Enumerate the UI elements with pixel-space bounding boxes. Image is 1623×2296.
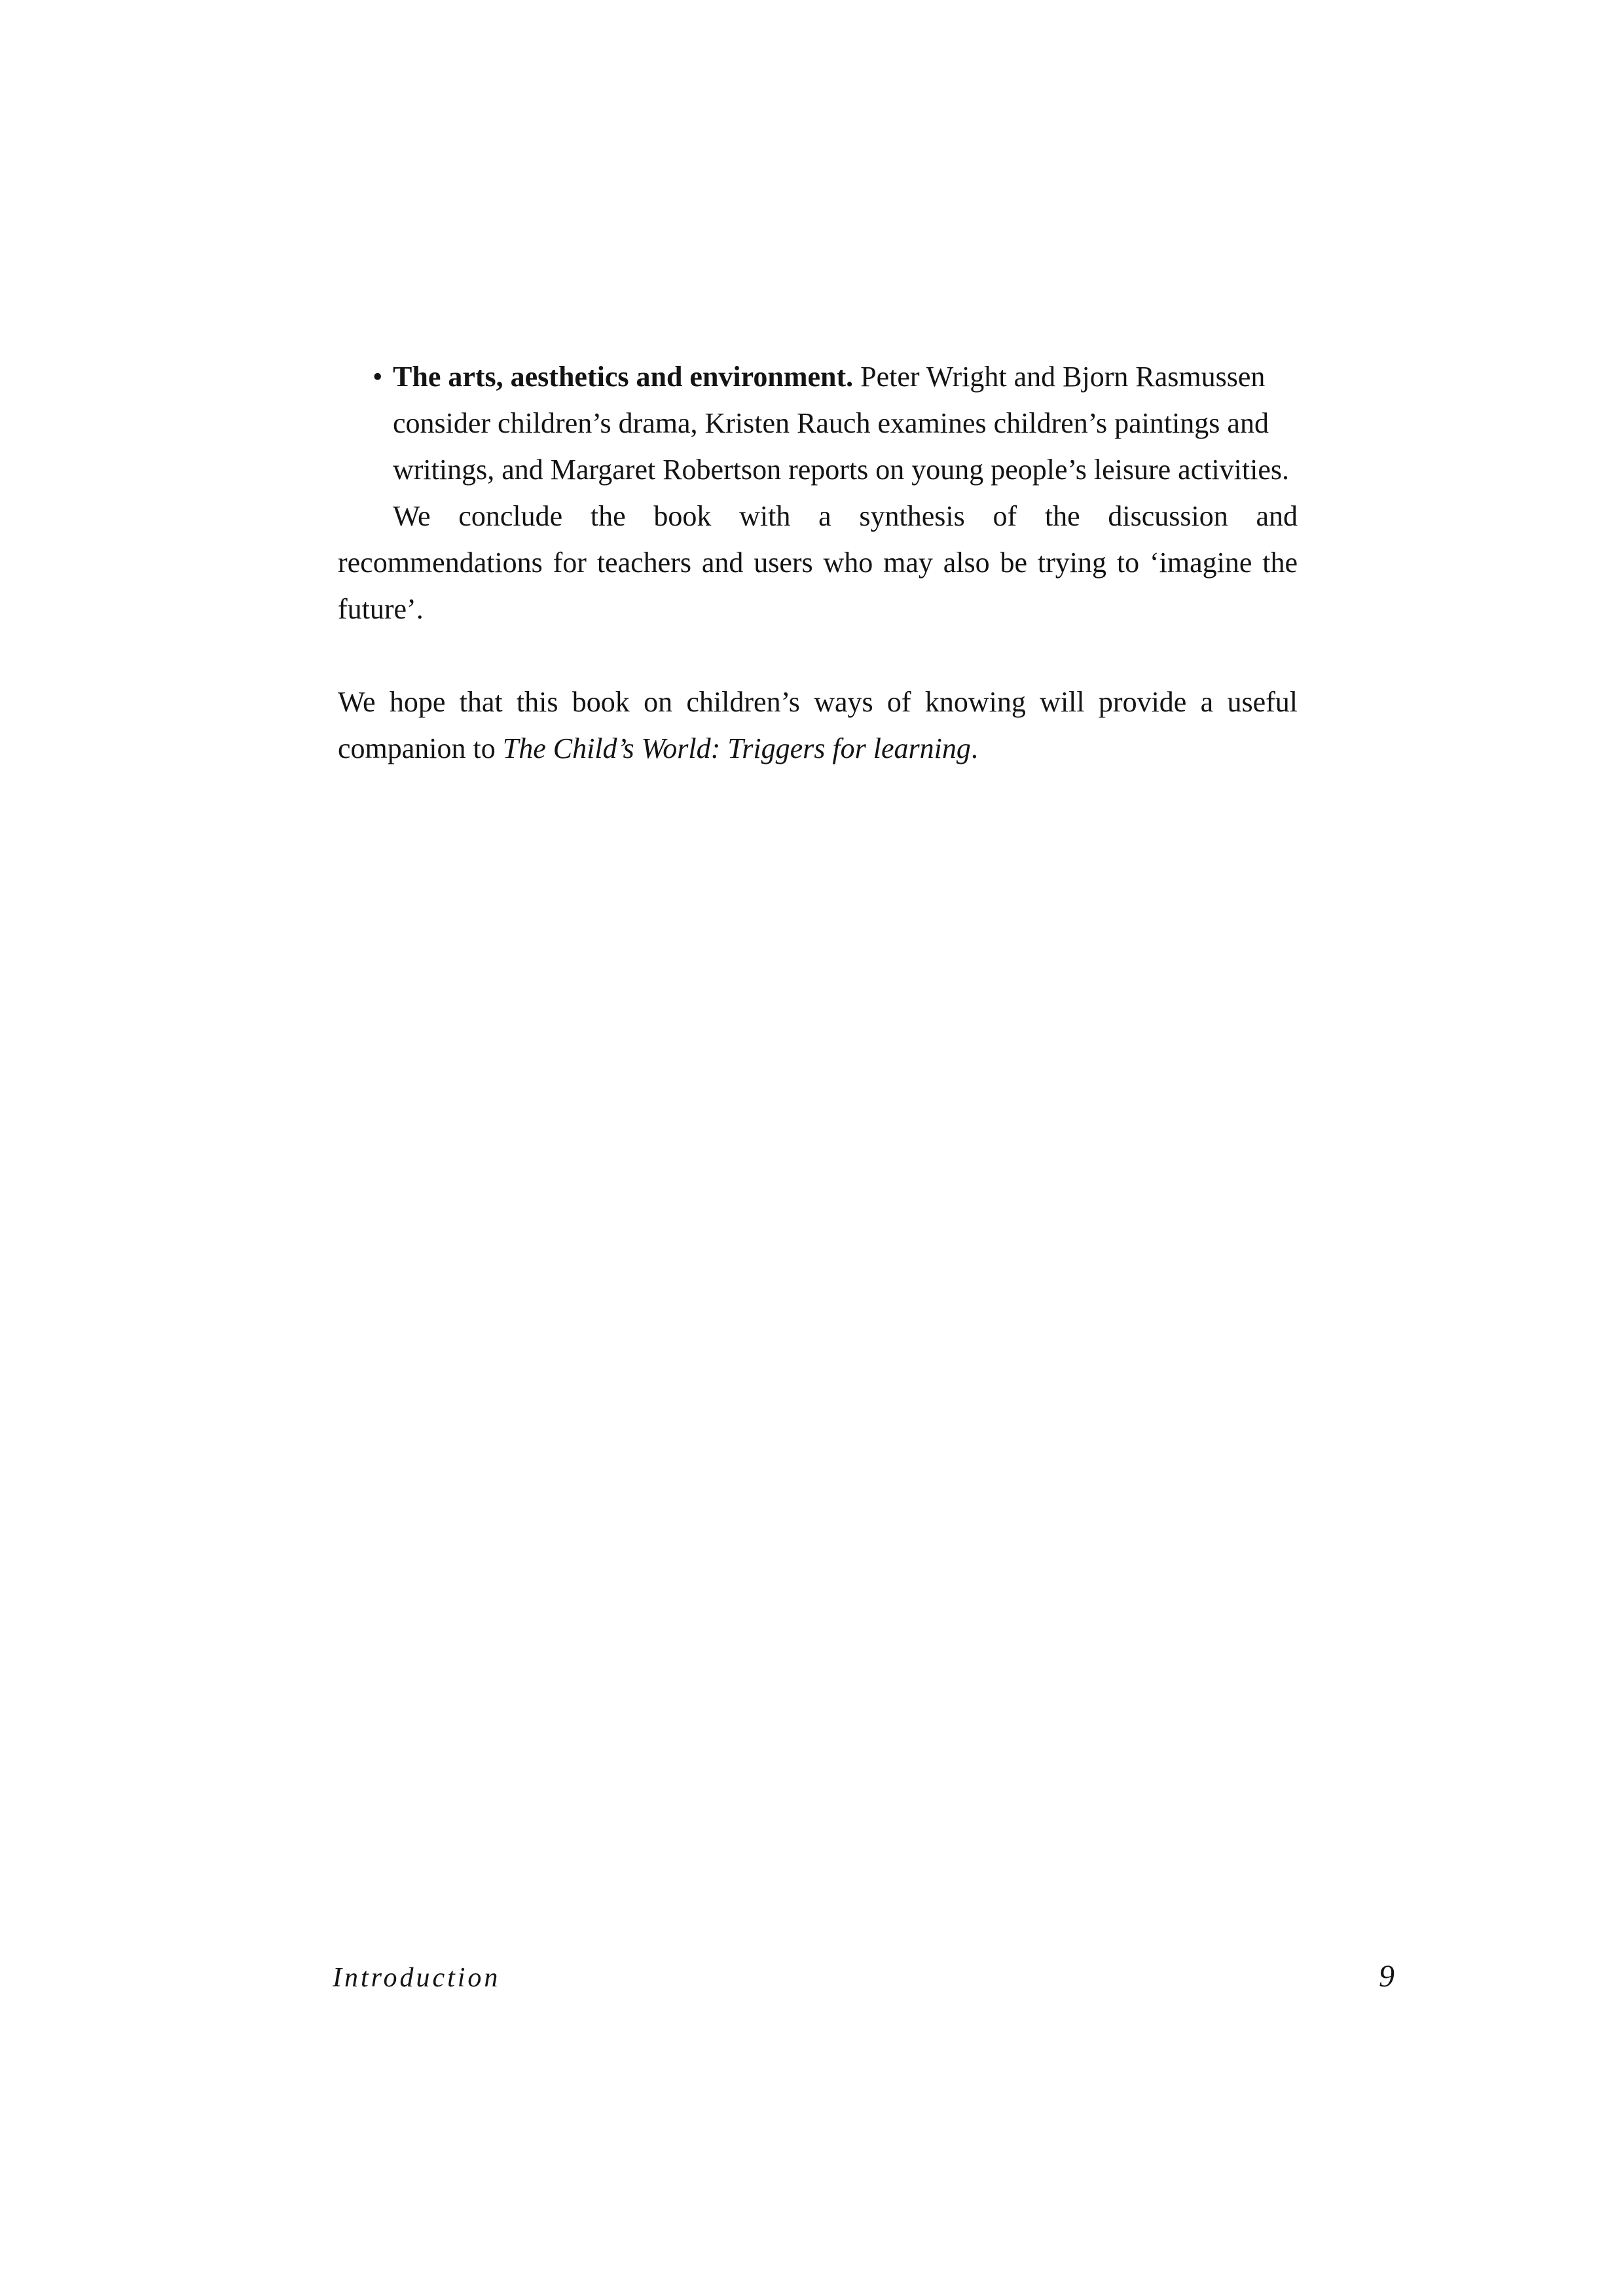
bullet-marker: • <box>373 361 383 393</box>
hope-text-end: . <box>970 732 978 764</box>
bullet-heading: The arts, aesthetics and environment. <box>393 361 854 393</box>
bullet-item <box>338 353 1298 493</box>
bullet-text: Peter Wright and Bjorn Rasmussen consider children’s drama, Kristen Rauch examines children’s paintings and writings, and Margaret Robertson reports on young people’s leisure activities. <box>393 361 1290 486</box>
hope-text: We hope that this book on children’s ways of knowing will provide a useful companion to <box>338 686 1298 764</box>
conclusion-paragraph: We conclude the book with a synthesis of the discussion and recommendations for teachers and users who may also be trying to ‘imagine the future’. <box>338 500 1298 625</box>
hope-paragraph <box>338 679 1298 772</box>
book-title: The Child’s World: Triggers for learning <box>502 732 971 764</box>
body-text <box>338 353 1298 772</box>
page-number: 9 <box>1379 1959 1395 1994</box>
running-footer-section: Introduction <box>333 1963 501 1993</box>
